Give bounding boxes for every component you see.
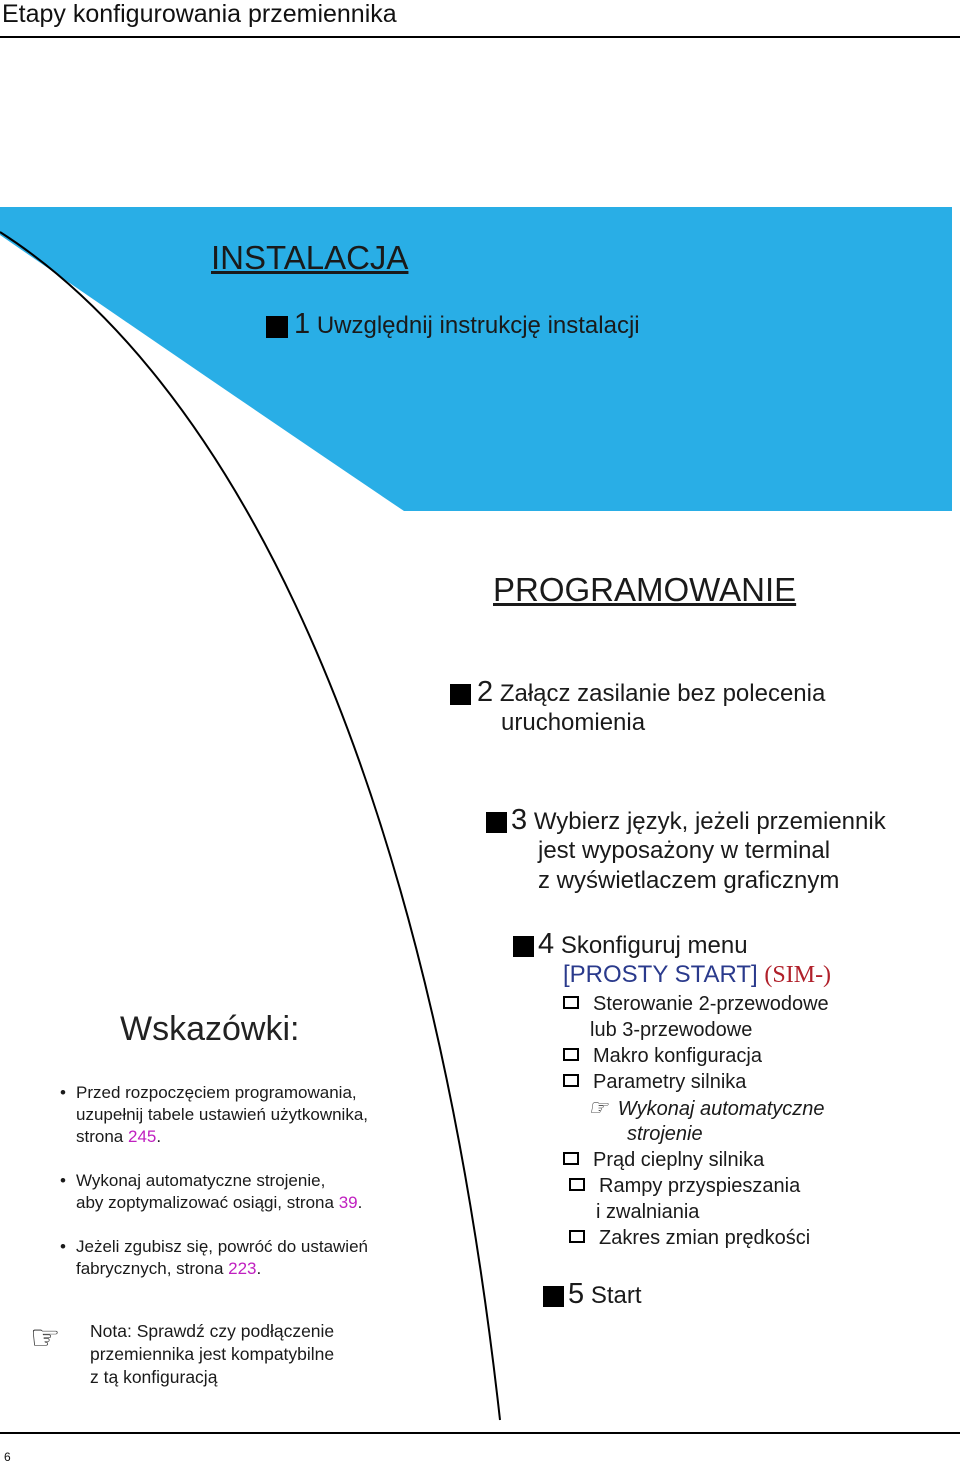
footer-rule bbox=[0, 1432, 960, 1434]
step-5-text: Start bbox=[590, 1282, 642, 1309]
menu-item-speed-range: Zakres zmian prędkości bbox=[569, 1225, 810, 1251]
step-1-text: Uwzględnij instrukcję instalacji bbox=[316, 312, 640, 339]
step-3-text-line1: Wybierz język, jeżeli przemiennik bbox=[533, 808, 886, 835]
pointing-hand-icon: ☞ bbox=[588, 1095, 608, 1120]
page-ref[interactable]: 39 bbox=[338, 1193, 358, 1212]
step-2-text-line1: Załącz zasilanie bez polecenia bbox=[499, 680, 826, 707]
square-bullet-icon bbox=[266, 316, 288, 338]
page-title: Etapy konfigurowania przemiennika bbox=[2, 0, 397, 28]
checkbox-icon bbox=[563, 1074, 579, 1087]
step-4-title: Skonfiguruj menu bbox=[560, 932, 748, 959]
step-2-text-line2: uruchomienia bbox=[501, 709, 646, 736]
menu-code: (SIM-) bbox=[764, 962, 832, 988]
tips-title: Wskazówki: bbox=[120, 1010, 300, 1048]
menu-item-control: Sterowanie 2-przewodowe bbox=[563, 991, 829, 1017]
note: Nota: Sprawdź czy podłączenie przemiennika jest kompatybilne z tą konfiguracją bbox=[90, 1321, 335, 1387]
menu-item-motor-params: Parametry silnika bbox=[563, 1069, 746, 1095]
checkbox-icon bbox=[569, 1230, 585, 1243]
checkbox-icon bbox=[563, 1152, 579, 1165]
section-heading-install: INSTALACJA bbox=[211, 239, 409, 276]
step-3-text-line3: z wyświetlaczem graficznym bbox=[538, 867, 840, 894]
motor-params-note-line2: strojenie bbox=[627, 1123, 703, 1145]
menu-item-control-line2: lub 3-przewodowe bbox=[590, 1019, 753, 1041]
square-bullet-icon bbox=[486, 812, 507, 833]
header-rule bbox=[0, 36, 960, 38]
pointing-hand-icon: ☞ bbox=[30, 1319, 61, 1357]
step-3-text-line2: jest wyposażony w terminal bbox=[538, 837, 831, 864]
checkbox-icon bbox=[563, 1048, 579, 1061]
page-number: 6 bbox=[4, 1450, 11, 1464]
menu-item-ramps-line2: i zwalniania bbox=[596, 1201, 700, 1223]
checkbox-icon bbox=[569, 1178, 585, 1191]
motor-params-note: ☞ Wykonaj automatyczne bbox=[588, 1095, 825, 1120]
section-heading-programming: PROGRAMOWANIE bbox=[493, 571, 797, 608]
menu-name: [PROSTY START] bbox=[563, 961, 758, 988]
page-ref[interactable]: 245 bbox=[127, 1127, 157, 1146]
checkbox-icon bbox=[563, 996, 579, 1009]
menu-item-ramps: Rampy przyspieszania bbox=[569, 1173, 800, 1199]
square-bullet-icon bbox=[543, 1286, 564, 1307]
menu-item-thermal-current: Prąd cieplny silnika bbox=[563, 1147, 764, 1173]
square-bullet-icon bbox=[513, 936, 534, 957]
page-ref[interactable]: 223 bbox=[228, 1259, 257, 1278]
menu-item-macro: Makro konfiguracja bbox=[563, 1043, 762, 1069]
square-bullet-icon bbox=[450, 684, 471, 705]
